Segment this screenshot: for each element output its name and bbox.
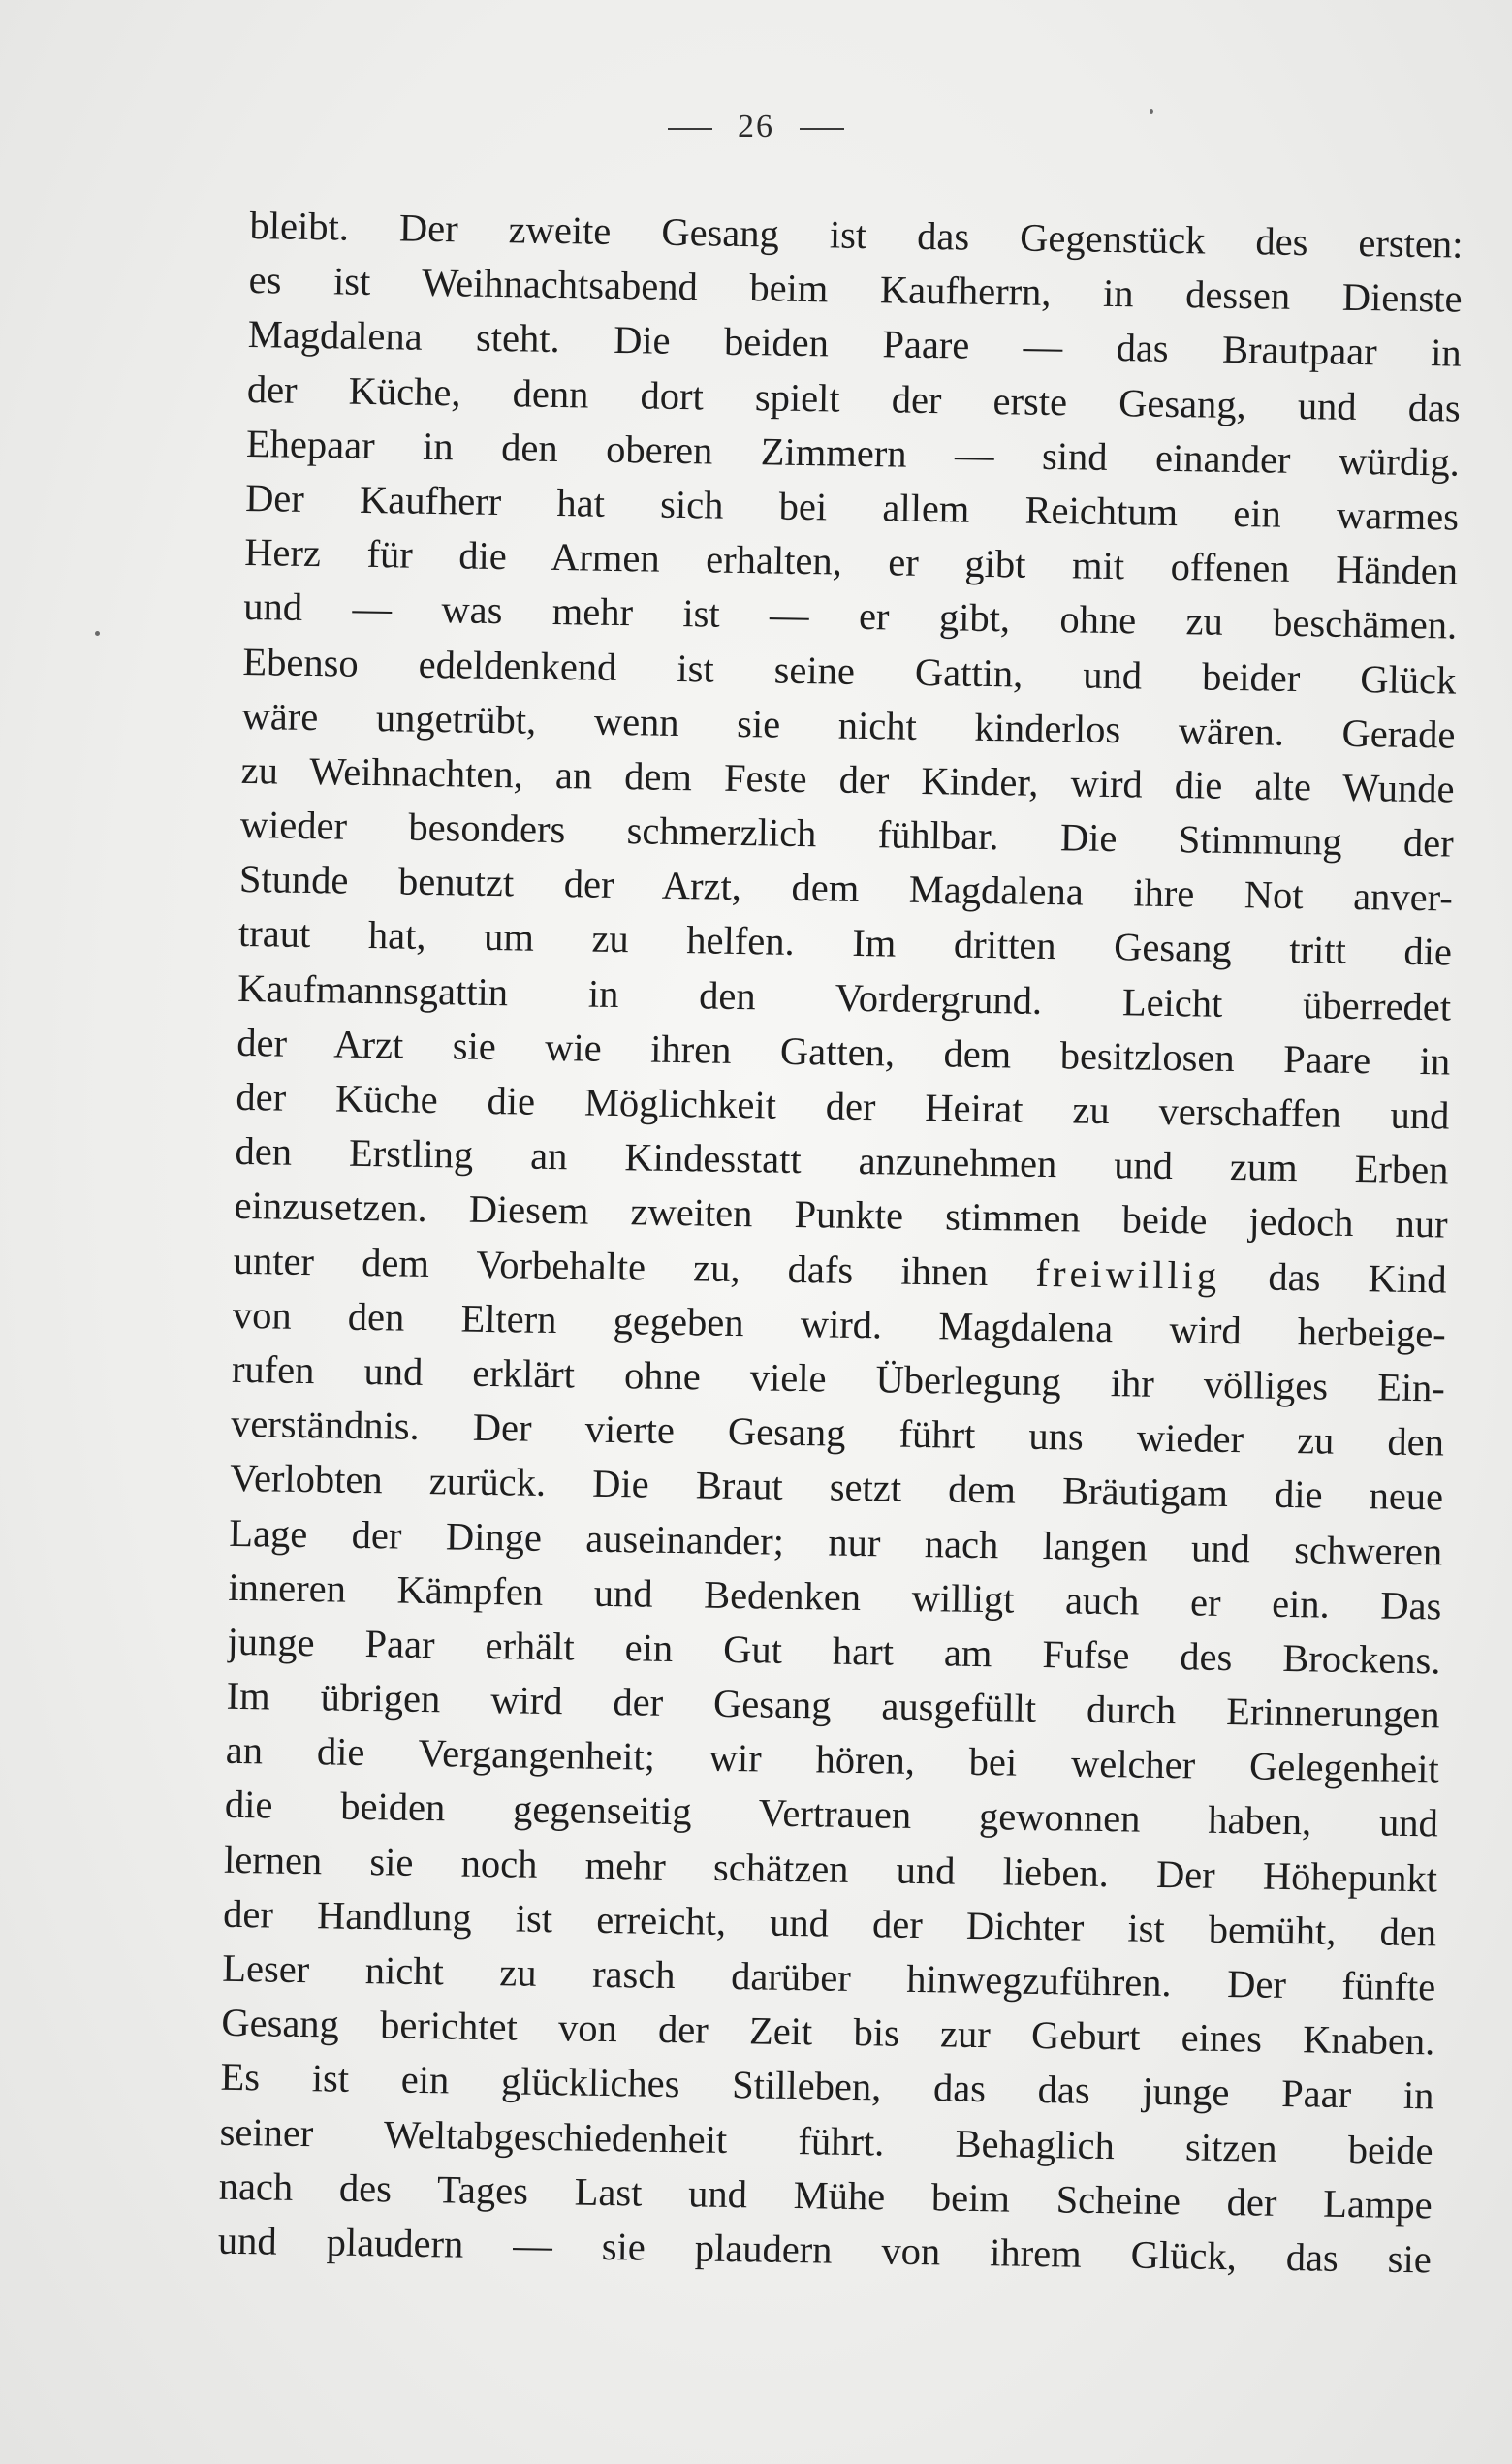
text-line: Der Kaufherr hat sich bei allem Reichtum ein warmes bbox=[244, 475, 1460, 539]
text-line: verständnis. Der vierte Gesang führt uns wieder zu den bbox=[230, 1401, 1445, 1465]
text-line: Stunde benutzt der Arzt, dem Magdalena ihre Not anver- bbox=[238, 857, 1454, 920]
text-line: nach des Tages Last und Mühe beim Scheine der Lampe bbox=[218, 2164, 1433, 2227]
text-line: einzusetzen. Diesem zweiten Punkte stimmen beide jedoch nur bbox=[234, 1184, 1448, 1247]
page-number-dash-right bbox=[800, 128, 844, 130]
text-line: der Handlung ist erreicht, und der Dichter ist bemüht, den bbox=[222, 1891, 1437, 1955]
text-line: Leser nicht zu rasch darüber hinwegzuführen. Der fünfte bbox=[221, 1945, 1436, 2009]
text-line: Verlobten zurück. Die Braut setzt dem Bräutigam die neue bbox=[229, 1456, 1444, 1519]
text-line: der Küche, denn dort spielt der erste Gesang, und das bbox=[246, 366, 1462, 430]
text-line: und — was mehr ist — er gibt, ohne zu beschämen. bbox=[243, 584, 1458, 648]
text-line: seiner Weltabgeschiedenheit führt. Behaglich sitzen beide bbox=[219, 2109, 1433, 2172]
text-line: der Arzt sie wie ihren Gatten, dem besitzlosen Paare in bbox=[236, 1020, 1451, 1084]
text-line: die beiden gegenseitig Vertrauen gewonnen haben, und bbox=[224, 1783, 1439, 1846]
paper-speck bbox=[95, 631, 100, 636]
text-line: und plaudern — sie plaudern von ihrem Glück, das sie bbox=[217, 2218, 1433, 2282]
text-line: Es ist ein glückliches Stilleben, das das junge Paar in bbox=[220, 2055, 1434, 2118]
text-line: rufen und erklärt ohne viele Überlegung ihr völliges Ein- bbox=[231, 1346, 1446, 1410]
text-line: wäre ungetrübt, wenn sie nicht kinderlos wären. Gerade bbox=[241, 693, 1456, 757]
text-line: Herz für die Armen erhalten, er gibt mit offenen Händen bbox=[243, 530, 1459, 593]
text-line: traut hat, um zu helfen. Im dritten Gesang tritt die bbox=[237, 911, 1453, 975]
page-number-dash-left bbox=[668, 128, 712, 130]
text-line: zu Weihnachten, an dem Feste der Kinder, wird die alte Wunde bbox=[240, 747, 1455, 811]
text-line: lernen sie noch mehr schätzen und lieben. Der Höhepunkt bbox=[223, 1837, 1438, 1901]
body-text bbox=[217, 199, 1463, 2288]
text-line: Kaufmannsgattin in den Vordergrund. Leicht überredet bbox=[236, 965, 1452, 1029]
text-line: Lage der Dinge auseinander; nur nach langen und schweren bbox=[229, 1510, 1443, 1573]
text-line: von den Eltern gegeben wird. Magdalena wird herbeige- bbox=[232, 1292, 1447, 1356]
text-line: Gesang berichtet von der Zeit bis zur Geburt eines Knaben. bbox=[221, 2000, 1435, 2064]
text-line: wieder besonders schmerzlich fühlbar. Die Stimmung der bbox=[239, 802, 1455, 866]
text-line: Magdalena steht. Die beiden Paare — das Brautpaar in bbox=[247, 312, 1463, 376]
text-line: an die Vergangenheit; wir hören, bei welcher Gelegenheit bbox=[225, 1728, 1440, 1791]
text-line: Ebenso edeldenkend ist seine Gattin, und beider Glück bbox=[242, 639, 1457, 703]
emphasized-word: freiwillig bbox=[1035, 1250, 1221, 1298]
page-number-value: 26 bbox=[738, 109, 774, 144]
text-line: den Erstling an Kindesstatt anzunehmen und zum Erben bbox=[235, 1129, 1449, 1192]
text-line: Ehepaar in den oberen Zimmern — sind einander würdig. bbox=[245, 421, 1461, 485]
page-number bbox=[0, 109, 1512, 145]
text-line: Im übrigen wird der Gesang ausgefüllt durch Erinnerungen bbox=[226, 1673, 1440, 1737]
paper-speck bbox=[1150, 109, 1153, 114]
text-line: junge Paar erhält ein Gut hart am Fufse des Brockens. bbox=[227, 1619, 1441, 1683]
text-line: bleibt. Der zweite Gesang ist das Gegenstück des ersten: bbox=[249, 203, 1464, 267]
text-line: es ist Weihnachtsabend beim Kaufherrn, in dessen Dienste bbox=[248, 258, 1463, 321]
text-line: unter dem Vorbehalte zu, dafs ihnen freiwillig das Kind bbox=[233, 1238, 1447, 1302]
text-line: der Küche die Möglichkeit der Heirat zu verschaffen und bbox=[236, 1074, 1450, 1138]
text-line: inneren Kämpfen und Bedenken willigt auch er ein. Das bbox=[228, 1564, 1442, 1628]
